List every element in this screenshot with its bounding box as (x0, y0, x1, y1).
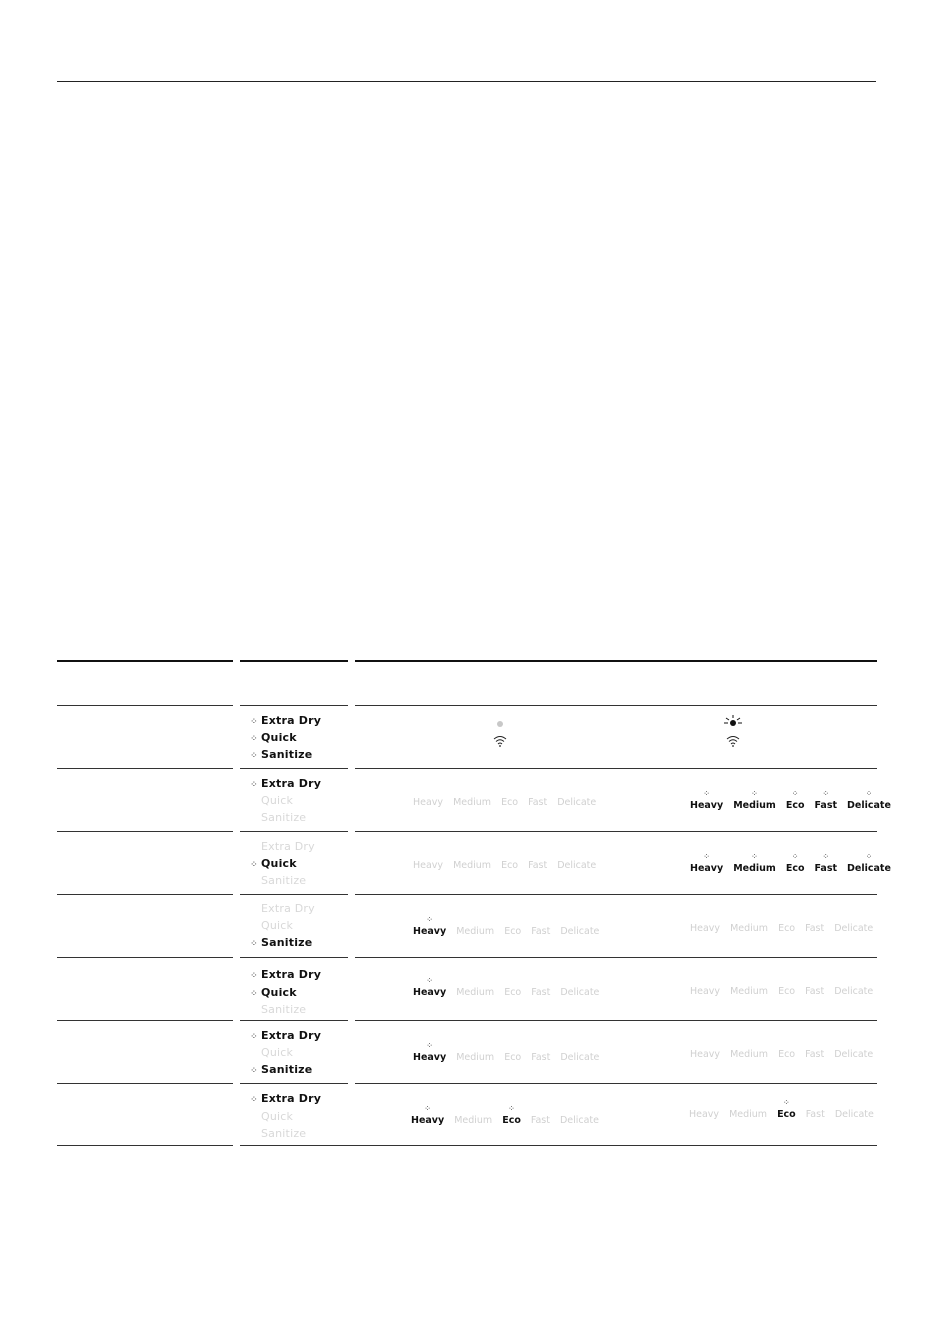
option-sanitize: ⁘ Sanitize (248, 936, 312, 949)
program-heavy: ⁘ Heavy (690, 863, 723, 874)
program-medium: ⁘ Medium (733, 863, 776, 874)
program-heavy: Heavy (689, 1109, 720, 1120)
program-heavy: Heavy (690, 1049, 721, 1060)
sparkle-icon: ⁘ (250, 780, 258, 790)
sparkle-icon: ⁘ (250, 971, 258, 981)
program-list-left (413, 926, 609, 937)
option-sanitize: Sanitize (261, 1003, 307, 1016)
program-delicate: Delicate (834, 1109, 874, 1120)
program-eco: Eco (778, 986, 796, 997)
option-extra-dry: ⁘ Extra Dry (248, 777, 321, 790)
program-fast: Fast (528, 797, 548, 808)
program-list-right (690, 1049, 883, 1060)
program-delicate: Delicate (834, 1049, 874, 1060)
program-medium: Medium (456, 1052, 495, 1063)
option-quick: ⁘ Quick (248, 731, 297, 744)
program-list-right (690, 800, 901, 811)
sparkle-icon: ⁘ (250, 751, 258, 761)
sparkle-icon: ⁘ (250, 989, 258, 999)
program-fast: Fast (805, 1109, 825, 1120)
program-heavy: Heavy (690, 986, 721, 997)
top-rule (57, 81, 876, 82)
program-delicate: Delicate (834, 923, 874, 934)
program-eco: Eco (778, 923, 796, 934)
program-medium: Medium (456, 987, 495, 998)
program-delicate: Delicate (557, 797, 597, 808)
program-fast: Fast (805, 986, 825, 997)
program-list-left (413, 797, 606, 808)
option-extra-dry: Extra Dry (261, 840, 315, 853)
row-separator (57, 705, 877, 706)
program-list-left (413, 860, 606, 871)
program-eco: ⁘ Eco (777, 1109, 796, 1120)
program-delicate: Delicate (834, 986, 874, 997)
program-eco: ⁘ Eco (786, 800, 805, 811)
row-separator (57, 1020, 877, 1021)
program-delicate: ⁘ Delicate (847, 863, 891, 874)
program-medium: Medium (730, 923, 769, 934)
program-heavy: ⁘ Heavy (413, 926, 446, 937)
program-eco: ⁘ Eco (786, 863, 805, 874)
option-extra-dry: ⁘ Extra Dry (248, 968, 321, 981)
program-heavy: ⁘ Heavy (413, 987, 446, 998)
program-medium: ⁘ Medium (733, 800, 776, 811)
program-eco: Eco (504, 926, 522, 937)
program-fast: Fast (531, 926, 551, 937)
program-fast: Fast (805, 923, 825, 934)
sparkle-icon: ⁘ (250, 939, 258, 949)
program-eco: Eco (504, 1052, 522, 1063)
table-header-rule-col1 (57, 660, 233, 662)
option-quick: ⁘ Quick (248, 857, 297, 870)
program-fast: Fast (531, 987, 551, 998)
program-list-right (690, 923, 883, 934)
option-quick: Quick (261, 1046, 294, 1059)
wifi-icon (493, 735, 507, 747)
option-sanitize: ⁘ Sanitize (248, 1063, 312, 1076)
led-on-icon (724, 714, 742, 728)
program-fast: Fast (530, 1115, 550, 1126)
program-medium: Medium (729, 1109, 768, 1120)
option-quick: Quick (261, 1110, 294, 1123)
program-medium: Medium (456, 926, 495, 937)
option-sanitize: Sanitize (261, 874, 307, 887)
sparkle-icon: ⁘ (250, 860, 258, 870)
program-list-left (413, 1052, 609, 1063)
sparkle-icon: ⁘ (250, 1066, 258, 1076)
sparkle-icon: ⁘ (250, 1032, 258, 1042)
option-sanitize: Sanitize (261, 811, 307, 824)
option-extra-dry: ⁘ Extra Dry (248, 1092, 321, 1105)
row-separator (57, 894, 877, 895)
sparkle-icon: ⁘ (250, 717, 258, 727)
program-list-right (690, 863, 901, 874)
program-fast: Fast (805, 1049, 825, 1060)
table-header-rule-col3 (355, 660, 877, 662)
program-list-left (413, 987, 609, 998)
program-eco: Eco (501, 860, 519, 871)
option-sanitize: ⁘ Sanitize (248, 748, 312, 761)
program-delicate: ⁘ Delicate (847, 800, 891, 811)
program-delicate: Delicate (557, 860, 597, 871)
sparkle-icon: ⁘ (250, 1095, 258, 1105)
program-fast: ⁘ Fast (814, 800, 837, 811)
program-delicate: Delicate (559, 1115, 600, 1126)
wifi-icon (726, 735, 740, 747)
program-fast: Fast (528, 860, 548, 871)
program-delicate: Delicate (560, 1052, 600, 1063)
program-list-right (690, 986, 883, 997)
program-eco: Eco (504, 987, 522, 998)
row-separator (57, 768, 877, 769)
option-quick: ⁘ Quick (248, 986, 297, 999)
option-extra-dry: ⁘ Extra Dry (248, 714, 321, 727)
program-eco: Eco (501, 797, 519, 808)
program-eco: Eco (778, 1049, 796, 1060)
program-heavy: ⁘ Heavy (411, 1115, 444, 1126)
program-list-left (411, 1115, 609, 1126)
program-delicate: Delicate (560, 987, 600, 998)
row-separator (57, 1083, 877, 1084)
program-heavy: Heavy (413, 797, 444, 808)
program-fast: ⁘ Fast (814, 863, 837, 874)
program-fast: Fast (531, 1052, 551, 1063)
program-medium: Medium (454, 1115, 493, 1126)
program-medium: Medium (730, 1049, 769, 1060)
option-sanitize: Sanitize (261, 1127, 307, 1140)
led-off-icon (497, 721, 503, 727)
program-heavy: ⁘ Heavy (690, 800, 723, 811)
program-heavy: Heavy (413, 860, 444, 871)
program-medium: Medium (453, 797, 492, 808)
option-extra-dry: Extra Dry (261, 902, 315, 915)
option-quick: Quick (261, 794, 294, 807)
option-quick: Quick (261, 919, 294, 932)
program-delicate: Delicate (560, 926, 600, 937)
table-header-rule-col2 (240, 660, 348, 662)
program-heavy: ⁘ Heavy (413, 1052, 446, 1063)
program-eco: ⁘ Eco (502, 1115, 521, 1126)
program-list-right (689, 1109, 884, 1120)
row-separator (57, 957, 877, 958)
option-extra-dry: ⁘ Extra Dry (248, 1029, 321, 1042)
program-heavy: Heavy (690, 923, 721, 934)
sparkle-icon: ⁘ (250, 734, 258, 744)
row-separator (57, 831, 877, 832)
program-medium: Medium (730, 986, 769, 997)
table-bottom-rule (57, 1145, 877, 1146)
program-medium: Medium (453, 860, 492, 871)
